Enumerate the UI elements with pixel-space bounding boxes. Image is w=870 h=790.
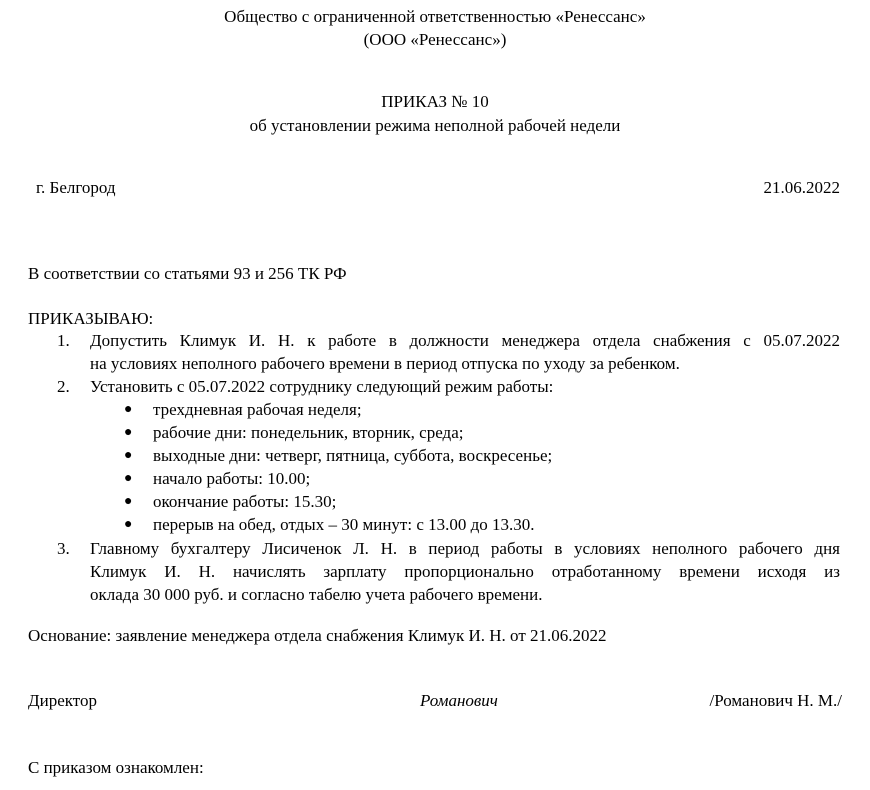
bullet-icon: ● bbox=[124, 471, 133, 486]
org-full-name: Общество с ограниченной ответственностью «Ренессанс» bbox=[224, 7, 646, 26]
item-3-line-2: Климук И. Н. начислять зарплату пропорционально отработанному времени исходя из bbox=[90, 562, 840, 581]
bullet-icon: ● bbox=[124, 494, 133, 509]
item-1-line-2: на условиях неполного рабочего времени в период отпуска по уходу за ребенком. bbox=[90, 354, 680, 373]
preamble: В соответствии со статьями 93 и 256 ТК РФ bbox=[28, 264, 347, 283]
signature bbox=[420, 690, 498, 712]
item-number: 1. bbox=[57, 331, 70, 350]
bullet-icon: ● bbox=[124, 448, 133, 463]
bullet-item: рабочие дни: понедельник, вторник, среда; bbox=[153, 423, 464, 442]
signature-text: Романович bbox=[420, 691, 498, 710]
org-short-name: (ООО «Ренессанс») bbox=[363, 30, 507, 49]
basis: Основание: заявление менеджера отдела снабжения Климук И. Н. от 21.06.2022 bbox=[28, 626, 607, 645]
signer-position: Директор bbox=[28, 691, 97, 710]
item-3-line-3: оклада 30 000 руб. и согласно табелю учета рабочего времени. bbox=[90, 585, 543, 604]
bullet-item: перерыв на обед, отдых – 30 минут: с 13.00 до 13.30. bbox=[153, 515, 535, 534]
item-number: 2. bbox=[57, 377, 70, 396]
bullet-icon: ● bbox=[124, 425, 133, 440]
item-1-line-1: Допустить Климук И. Н. к работе в должности менеджера отдела снабжения с 05.07.2022 bbox=[90, 331, 840, 350]
city: г. Белгород bbox=[36, 178, 116, 197]
bullet-item: начало работы: 10.00; bbox=[153, 469, 311, 488]
order-date: 21.06.2022 bbox=[763, 178, 840, 197]
item-3-line-1: Главному бухгалтеру Лисиченок Л. Н. в период работы в условиях неполного рабочего дня bbox=[90, 539, 840, 558]
order-word: ПРИКАЗЫВАЮ: bbox=[28, 309, 154, 328]
item-2-line-1: Установить с 05.07.2022 сотруднику следующий режим работы: bbox=[90, 377, 554, 396]
bullet-item: выходные дни: четверг, пятница, суббота, воскресенье; bbox=[153, 446, 553, 465]
bullet-item: трехдневная рабочая неделя; bbox=[153, 400, 362, 419]
item-number: 3. bbox=[57, 539, 70, 558]
order-title: ПРИКАЗ № 10 bbox=[381, 92, 489, 111]
acknowledgement: С приказом ознакомлен: bbox=[28, 758, 204, 777]
bullet-icon: ● bbox=[124, 517, 133, 532]
bullet-item: окончание работы: 15.30; bbox=[153, 492, 337, 511]
order-subject: об установлении режима неполной рабочей недели bbox=[249, 116, 621, 135]
signer-name: /Романович Н. М./ bbox=[709, 691, 842, 710]
bullet-icon: ● bbox=[124, 402, 133, 417]
